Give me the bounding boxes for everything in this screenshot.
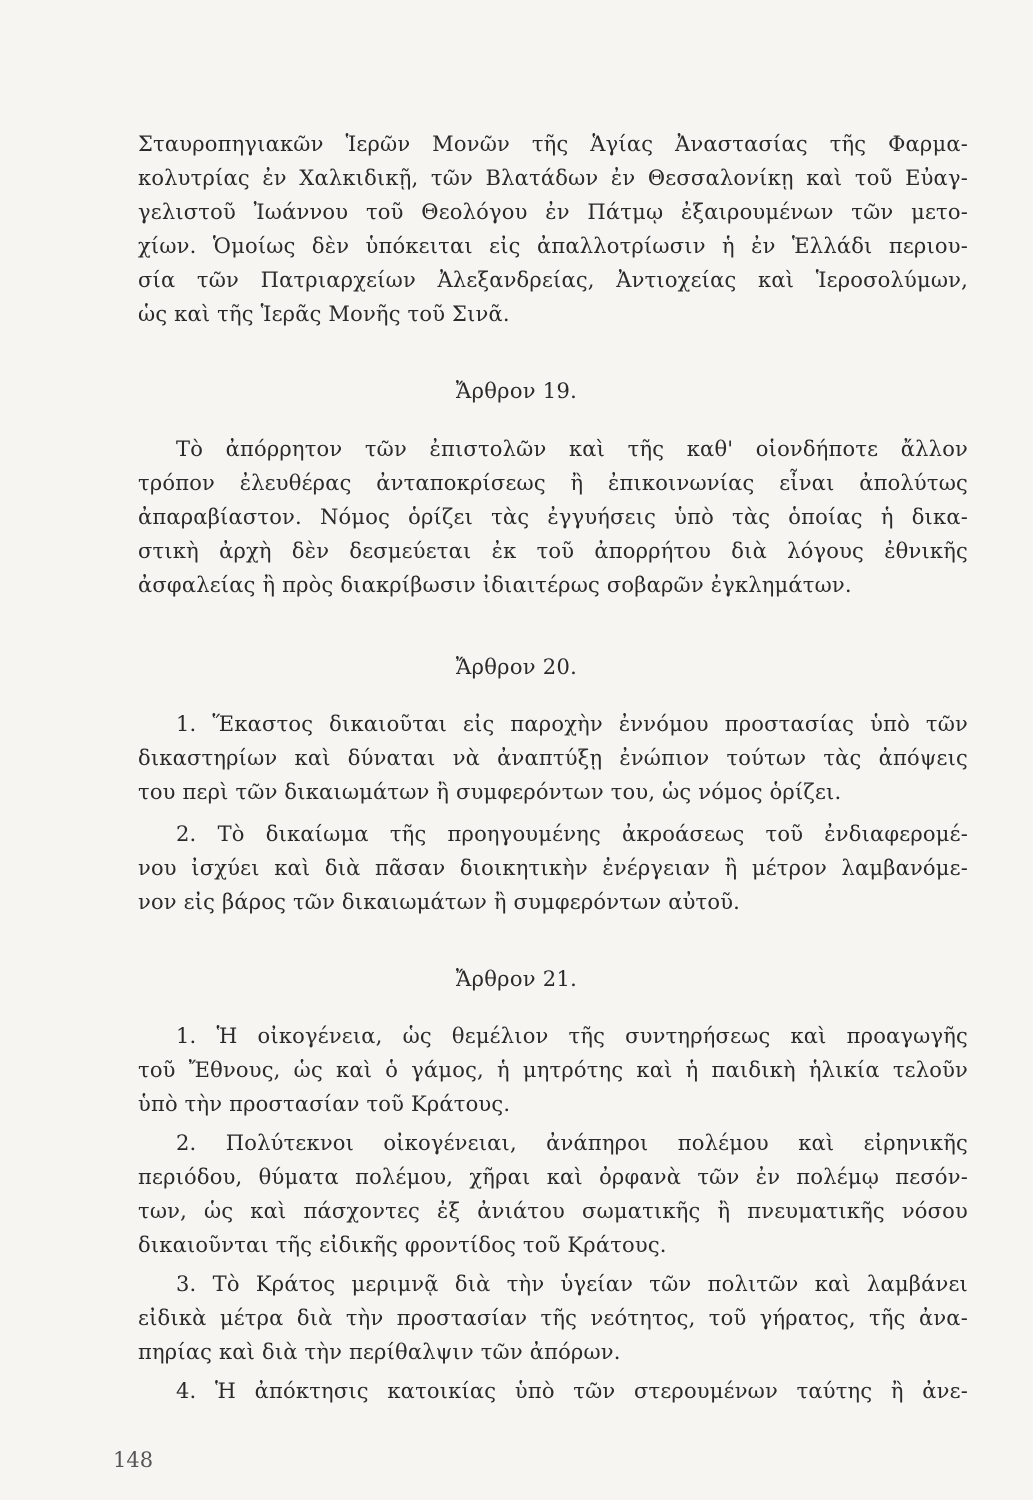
article-heading: Ἄρθρον 21.: [455, 967, 578, 991]
text-line: γελιστοῦ Ἰωάννου τοῦ Θεολόγου ἐν Πάτμῳ ἐξαιρουμένων τῶν μετο-: [138, 200, 968, 224]
text-line: ἀπαραβίαστον. Νόμος ὁρίζει τὰς ἐγγυήσεις ὑπὸ τὰς ὁποίας ἡ δικα-: [138, 505, 968, 529]
text-line: κολυτρίας ἐν Χαλκιδικῇ, τῶν Βλατάδων ἐν Θεσσαλονίκῃ καὶ τοῦ Εὐαγ-: [138, 166, 968, 190]
text-line: των, ὡς καὶ πάσχοντες ἐξ ἀνιάτου σωματικῆς ἢ πνευματικῆς νόσου: [138, 1199, 968, 1223]
text-line: ὡς καὶ τῆς Ἱερᾶς Μονῆς τοῦ Σινᾶ.: [138, 302, 510, 326]
text-line: εἰδικὰ μέτρα διὰ τὴν προστασίαν τῆς νεότητος, τοῦ γήρατος, τῆς ἀνα-: [138, 1306, 968, 1330]
text-line: σία τῶν Πατριαρχείων Ἀλεξανδρείας, Ἀντιοχείας καὶ Ἱεροσολύμων,: [138, 268, 968, 292]
text-line: 4. Ἡ ἀπόκτησις κατοικίας ὑπὸ τῶν στερουμένων ταύτης ἢ ἀνε-: [176, 1379, 968, 1403]
page-number: 148: [113, 1448, 154, 1472]
text-line: Σταυροπηγιακῶν Ἱερῶν Μονῶν τῆς Ἁγίας Ἀναστασίας τῆς Φαρμα-: [138, 132, 968, 156]
text-line: στικὴ ἀρχὴ δὲν δεσμεύεται ἐκ τοῦ ἀπορρήτου διὰ λόγους ἐθνικῆς: [138, 539, 968, 563]
text-line: πηρίας καὶ διὰ τὴν περίθαλψιν τῶν ἀπόρων.: [138, 1340, 621, 1364]
text-line: χίων. Ὁμοίως δὲν ὑπόκειται εἰς ἀπαλλοτρίωσιν ἡ ἐν Ἑλλάδι περιου-: [138, 234, 968, 258]
article-heading: Ἄρθρον 19.: [455, 379, 578, 403]
text-line: δικαστηρίων καὶ δύναται νὰ ἀναπτύξῃ ἐνώπιον τούτων τὰς ἀπόψεις: [138, 746, 968, 770]
text-line: 2. Τὸ δικαίωμα τῆς προηγουμένης ἀκροάσεως τοῦ ἐνδιαφερομέ-: [176, 822, 968, 846]
article-heading: Ἄρθρον 20.: [455, 655, 578, 679]
text-line: ὑπὸ τὴν προστασίαν τοῦ Κράτους.: [138, 1092, 511, 1116]
text-line: περιόδου, θύματα πολέμου, χῆραι καὶ ὀρφανὰ τῶν ἐν πολέμῳ πεσόν-: [138, 1165, 968, 1189]
text-line: 3. Τὸ Κράτος μεριμνᾷ διὰ τὴν ὑγείαν τῶν πολιτῶν καὶ λαμβάνει: [176, 1272, 968, 1296]
text-line: 1. Ἡ οἰκογένεια, ὡς θεμέλιον τῆς συντηρήσεως καὶ προαγωγῆς: [176, 1024, 968, 1048]
text-line: του περὶ τῶν δικαιωμάτων ἢ συμφερόντων του, ὡς νόμος ὁρίζει.: [138, 780, 842, 804]
text-line: νου ἰσχύει καὶ διὰ πᾶσαν διοικητικὴν ἐνέργειαν ἢ μέτρον λαμβανόμε-: [138, 856, 968, 880]
text-line: 2. Πολύτεκνοι οἰκογένειαι, ἀνάπηροι πολέμου καὶ εἰρηνικῆς: [176, 1131, 968, 1155]
text-line: νον εἰς βάρος τῶν δικαιωμάτων ἢ συμφερόντων αὐτοῦ.: [138, 890, 741, 914]
text-line: Τὸ ἀπόρρητον τῶν ἐπιστολῶν καὶ τῆς καθ' οἱονδήποτε ἄλλον: [176, 437, 968, 461]
text-line: δικαιοῦνται τῆς εἰδικῆς φροντίδος τοῦ Κράτους.: [138, 1233, 667, 1257]
text-line: ἀσφαλείας ἢ πρὸς διακρίβωσιν ἰδιαιτέρως σοβαρῶν ἐγκλημάτων.: [138, 573, 852, 597]
text-line: τοῦ Ἔθνους, ὡς καὶ ὁ γάμος, ἡ μητρότης καὶ ἡ παιδικὴ ἡλικία τελοῦν: [138, 1058, 968, 1082]
text-line: 1. Ἕκαστος δικαιοῦται εἰς παροχὴν ἐννόμου προστασίας ὑπὸ τῶν: [176, 712, 968, 736]
text-line: τρόπον ἐλευθέρας ἀνταποκρίσεως ἢ ἐπικοινωνίας εἶναι ἀπολύτως: [138, 471, 968, 495]
